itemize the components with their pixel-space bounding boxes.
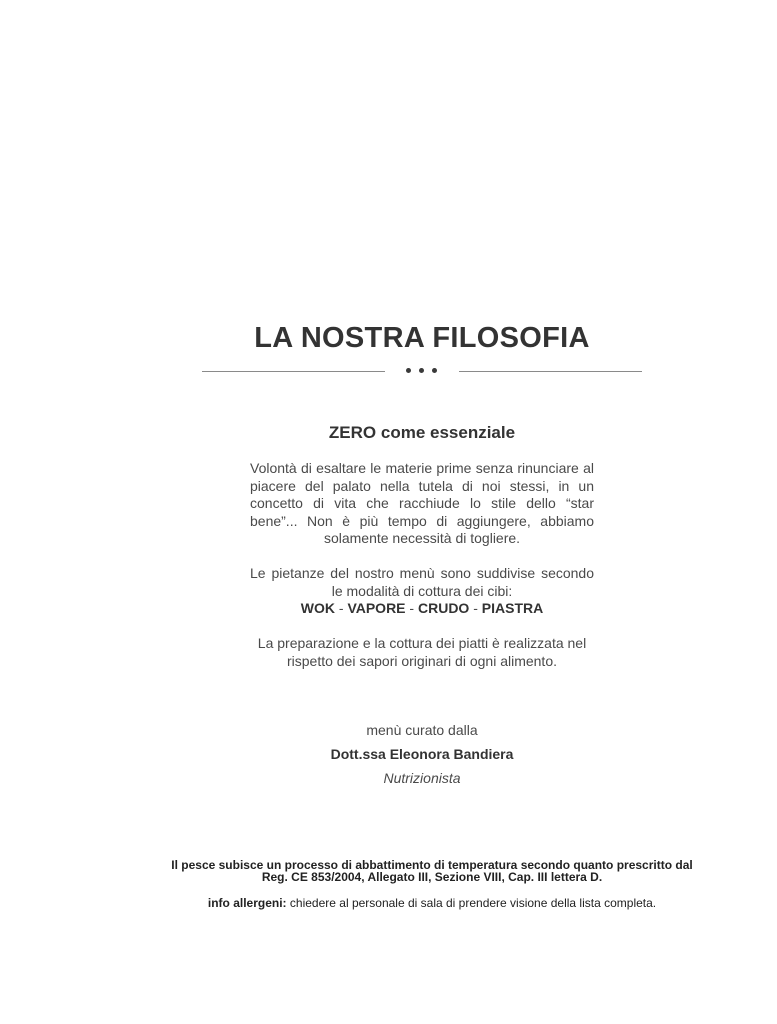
dot-icon — [432, 368, 437, 373]
dot-icon — [419, 368, 424, 373]
author-name: Dott.ssa Eleonora Bandiera — [330, 746, 514, 762]
curated-by-text: menù curato dalla — [366, 722, 478, 738]
author-role: Nutrizionista — [383, 770, 461, 786]
cooking-methods-list — [250, 600, 594, 618]
method-separator: - — [338, 600, 344, 616]
method-crudo: CRUDO — [417, 600, 470, 616]
fish-treatment-note: Il pesce subisce un processo di abbattimento di temperatura secondo quanto prescritto dal Reg. CE 853/2004, Allegato III, Sezione VIII, Cap. III lettera D. — [171, 858, 693, 884]
cooking-paragraph — [250, 565, 594, 618]
method-piastra: PIASTRA — [481, 600, 544, 616]
method-vapore: VAPORE — [347, 600, 406, 616]
allergens-label: info allergeni: — [207, 896, 287, 910]
preparation-paragraph: La preparazione e la cottura dei piatti è realizzata nel rispetto dei sapori originari di ogni alimento. — [257, 635, 587, 669]
cooking-intro-text: Le pietanze del nostro menù sono suddivise secondo le modalità di cottura dei cibi: — [250, 565, 594, 599]
divider-line-left — [202, 371, 385, 372]
method-separator: - — [409, 600, 415, 616]
divider-dots-icon — [405, 368, 439, 374]
page-title: LA NOSTRA FILOSOFIA — [254, 322, 590, 354]
divider-line-right — [459, 371, 642, 372]
philosophy-paragraph: Volontà di esaltare le materie prime senza rinunciare al piacere del palato nella tutela di noi stessi, in un concetto di vita che racchiude lo stile dello “star bene”... Non è più tempo di aggiungere, abbiamo solamente necessità di togliere. — [250, 460, 594, 546]
dot-icon — [406, 368, 411, 373]
method-separator: - — [473, 600, 478, 616]
method-wok: WOK — [300, 600, 335, 616]
section-heading: ZERO come essenziale — [328, 423, 516, 442]
decorative-divider — [202, 371, 642, 383]
allergens-info — [150, 896, 714, 910]
allergens-text: chiedere al personale di sala di prendere visione della lista completa. — [289, 896, 657, 910]
